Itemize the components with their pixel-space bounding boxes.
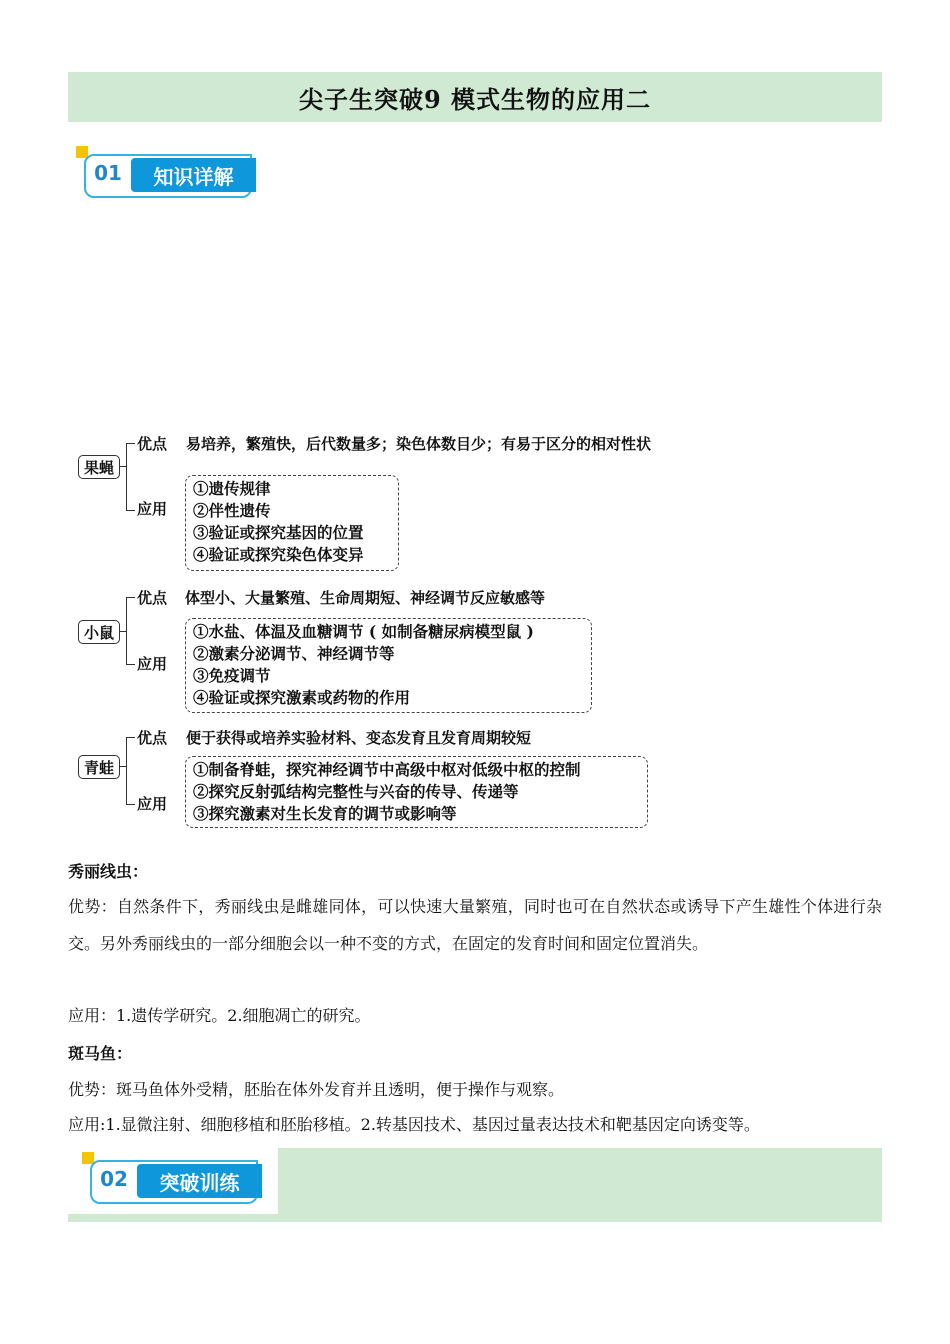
application-box xyxy=(185,618,592,713)
application-box xyxy=(185,475,399,571)
nematode-advantage: 优势：自然条件下，秀丽线虫是雌雄同体，可以快速大量繁殖，同时也可在自然状态或诱导下产生雄性个体进行杂交。另外秀丽线虫的一部分细胞会以一种不变的方式，在固定的发育时间和固定位置消失。 xyxy=(68,897,882,953)
application-item: ①水盐、体温及血糖调节 ( 如制备糖尿病模型鼠 ) xyxy=(193,622,534,641)
application-item: ②激素分泌调节、神经调节等 xyxy=(193,644,395,663)
section-number: 02 xyxy=(100,1167,128,1191)
section-number: 01 xyxy=(94,161,122,185)
application-item: ③免疫调节 xyxy=(193,666,271,685)
section-badge-knowledge xyxy=(76,146,261,196)
bracket xyxy=(126,737,135,805)
application-tag: 应用 xyxy=(137,655,168,673)
application-item: ②伴性遗传 xyxy=(193,501,271,520)
zebrafish-application: 应用:1.显微注射、细胞移植和胚胎移植。2.转基因技术、基因过量表达技术和靶基因定向诱变等。 xyxy=(68,1115,760,1134)
advantage-text: 便于获得或培养实验材料、变态发育且发育周期较短 xyxy=(186,729,532,747)
application-item: ②探究反射弧结构完整性与兴奋的传导、传递等 xyxy=(193,782,519,801)
section-badge-training xyxy=(82,1152,267,1202)
zebrafish-heading: 斑马鱼： xyxy=(68,1044,133,1063)
title-band xyxy=(68,72,882,122)
section-label: 知识详解 xyxy=(131,158,256,192)
application-box xyxy=(185,756,648,828)
application-item: ③探究激素对生长发育的调节或影响等 xyxy=(193,804,457,823)
advantage-tag: 优点 xyxy=(137,589,168,607)
advantage-tag: 优点 xyxy=(137,729,168,747)
nematode-heading: 秀丽线虫： xyxy=(68,862,149,881)
bracket xyxy=(126,597,135,665)
application-tag: 应用 xyxy=(137,795,168,813)
organism-label: 小鼠 xyxy=(78,620,120,644)
application-item: ④验证或探究激素或药物的作用 xyxy=(193,688,411,707)
advantage-text: 体型小、大量繁殖、生命周期短、神经调节反应敏感等 xyxy=(185,589,546,607)
organism-label: 青蛙 xyxy=(78,755,120,779)
page-title: 尖子生突破9 模式生物的应用二 xyxy=(298,84,652,114)
advantage-tag: 优点 xyxy=(137,435,168,453)
section-label: 突破训练 xyxy=(137,1164,262,1198)
application-item: ④验证或探究染色体变异 xyxy=(193,545,364,564)
zebrafish-advantage: 优势：斑马鱼体外受精，胚胎在体外发育并且透明，便于操作与观察。 xyxy=(68,1080,565,1099)
application-tag: 应用 xyxy=(137,500,168,518)
organism-label: 果蝇 xyxy=(78,455,120,479)
application-item: ①制备脊蛙，探究神经调节中高级中枢对低级中枢的控制 xyxy=(193,760,581,779)
application-item: ①遗传规律 xyxy=(193,479,271,498)
nematode-application: 应用：1.遗传学研究。2.细胞凋亡的研究。 xyxy=(68,1006,371,1025)
bracket xyxy=(126,443,135,511)
advantage-text: 易培养，繁殖快，后代数量多；染色体数目少；有易于区分的相对性状 xyxy=(186,435,652,453)
application-item: ③验证或探究基因的位置 xyxy=(193,523,364,542)
